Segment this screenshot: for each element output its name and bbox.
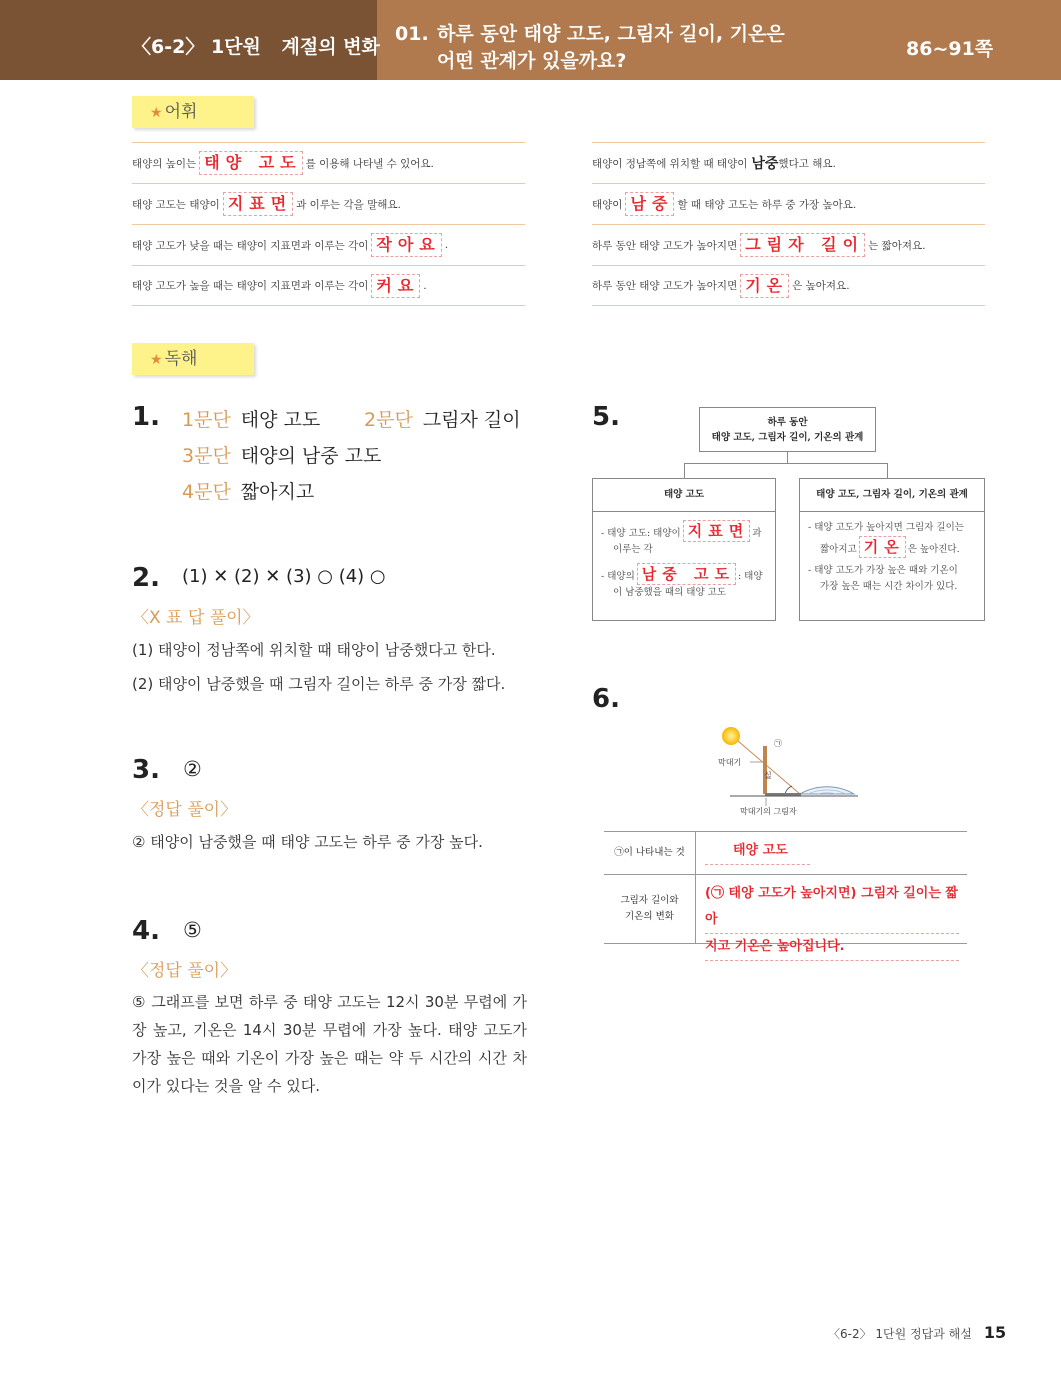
vocab-answer-box: 태양 고도	[199, 151, 302, 175]
table-label	[604, 875, 696, 943]
vocab-text: 하루 동안 태양 고도가 높아지면	[592, 280, 738, 292]
vocab-answer-box: 기온	[740, 274, 789, 298]
answer-table	[604, 831, 967, 954]
page-footer	[828, 1323, 1006, 1342]
table-value-line: (㉠ 태양 고도가 높아지면) 그림자 길이는 짧아	[705, 881, 959, 934]
table-value-line: 지고 기온은 높아집니다.	[705, 934, 959, 961]
question-number: 4.	[132, 916, 160, 946]
lesson-title	[395, 21, 785, 75]
question-number: 3.	[132, 755, 160, 785]
vocab-answer-box: 지표면	[223, 192, 293, 216]
vocab-row	[132, 142, 525, 183]
vocab-row	[592, 183, 985, 224]
vocab-text: .	[444, 239, 449, 251]
vocab-row	[132, 224, 525, 265]
vocab-row	[132, 265, 525, 306]
diagram-box-body	[593, 512, 775, 601]
paragraph-answer	[182, 477, 314, 504]
paragraph-value: 태양의 남중 고도	[240, 445, 382, 467]
vocab-text: 은 높아져요.	[792, 280, 850, 292]
stick-icon	[763, 746, 767, 794]
answer-choice: ②	[183, 757, 202, 781]
diagram-top-box	[699, 407, 876, 452]
vocab-bold-word: 남중	[751, 156, 779, 172]
vocab-text: 는 짧아져요.	[868, 239, 926, 252]
diagram-box-heading: 태양 고도	[593, 479, 775, 512]
paragraph-value: 그림자 길이	[422, 409, 521, 431]
unit-name: 1단원	[210, 36, 261, 58]
question-number: 1.	[132, 402, 160, 432]
diagram-top-line: 태양 고도, 그림자 길이, 기온의 관계	[711, 432, 864, 443]
vocab-text: 태양이	[592, 198, 623, 211]
vocab-tag	[132, 96, 254, 128]
sun-icon	[722, 727, 740, 745]
ox-answers: (1) ✕ (2) ✕ (3) ○ (4) ○	[182, 566, 386, 587]
table-value-cell	[696, 832, 967, 874]
diagram-text: - 태양의	[601, 571, 635, 582]
paragraph-label: 2문단	[364, 409, 413, 431]
vocab-answer-box: 남중	[625, 192, 674, 216]
diagram-answer-box: 남중 고도	[637, 563, 736, 585]
table-value: 태양 고도	[705, 838, 810, 865]
unit-title	[132, 32, 380, 59]
thread-line	[738, 741, 800, 794]
explanation-heading: 〈X 표 답 풀이〉	[132, 608, 260, 628]
question-number: 2.	[132, 563, 160, 593]
reading-tag-label: 독해	[164, 349, 198, 369]
question-number: 5.	[592, 402, 620, 432]
paragraph-answer	[182, 405, 320, 432]
diagram-text: 이루는 각	[613, 544, 653, 555]
label-shadow: 막대기의 그림자	[740, 807, 797, 816]
label-angle: ㉠	[774, 739, 782, 748]
diagram-text: - 태양 고도가 높아지면 그림자 길이는	[808, 522, 964, 533]
explanation-heading: 〈정답 풀이〉	[132, 800, 238, 820]
page-header	[0, 0, 1061, 80]
paragraph-label: 3문단	[182, 445, 231, 467]
diagram-connector	[887, 463, 888, 478]
label-thread: 실	[764, 771, 772, 780]
unit-code: 〈6-2〉	[132, 36, 205, 58]
vocab-text: 태양 고도가 낮을 때는 태양이 지표면과 이루는 각이	[132, 239, 369, 252]
diagram-answer-box: 기온	[859, 536, 906, 558]
paragraph-label: 1문단	[182, 409, 231, 431]
lesson-title-line1: 하루 동안 태양 고도, 그림자 길이, 기온은	[437, 23, 785, 45]
vocab-text: 과 이루는 각을 말해요.	[296, 198, 401, 211]
unit-topic: 계절의 변화	[281, 36, 380, 58]
vocab-text: .	[423, 279, 427, 292]
diagram-text: : 태양	[737, 571, 763, 582]
vocab-text: 태양 고도가 높을 때는 태양이 지표면과 이루는 각이	[132, 280, 369, 292]
footer-text: 〈6-2〉 1단원 정답과 해설	[828, 1327, 972, 1341]
diagram-text: 가장 높은 때는 시간 차이가 있다.	[820, 581, 958, 592]
explanation-line: (2) 태양이 남중했을 때 그림자 길이는 하루 중 가장 짧다.	[132, 675, 506, 693]
diagram-text: 은 높아진다.	[907, 544, 960, 555]
diagram-text: 이 남중했을 때의 태양 고도	[613, 587, 727, 598]
diagram-box-body	[800, 512, 984, 595]
table-label-line: 기온의 변화	[625, 911, 674, 922]
diagram-text: 짧아지고	[820, 544, 857, 555]
diagram-text: 과	[752, 528, 762, 539]
diagram-connector	[684, 463, 887, 464]
diagram-top-line: 하루 동안	[767, 417, 808, 428]
page-number: 15	[983, 1323, 1007, 1342]
vocab-row	[592, 265, 985, 306]
explanation-line: (1) 태양이 정남쪽에 위치할 때 태양이 남중했다고 한다.	[132, 641, 496, 659]
explanation-line: ② 태양이 남중했을 때 태양 고도는 하루 중 가장 높다.	[132, 833, 483, 851]
diagram-text: - 태양 고도: 태양이	[601, 528, 681, 539]
lesson-title-line2: 어떤 관계가 있을까요?	[437, 50, 627, 72]
page-range: 86~91쪽	[906, 38, 994, 60]
diagram-connector	[684, 463, 685, 478]
table-label: ㉠이 나타내는 것	[604, 832, 696, 874]
answer-choice: ⑤	[183, 918, 202, 942]
vocab-text: 했다고 해요.	[778, 157, 836, 170]
question-number: 6.	[592, 684, 620, 714]
diagram-answer-box: 지표면	[683, 520, 750, 542]
explanation-heading: 〈정답 풀이〉	[132, 961, 238, 981]
diagram-right-box	[799, 478, 985, 621]
vocab-text: 태양이 정남쪽에 위치할 때 태양이	[592, 157, 748, 170]
vocab-row	[592, 142, 985, 183]
vocab-text: 하루 동안 태양 고도가 높아지면	[592, 239, 738, 252]
vocab-text: 할 때 태양 고도는 하루 중 가장 높아요.	[677, 198, 857, 211]
star-icon: ★	[150, 105, 163, 121]
paragraph-label: 4문단	[182, 481, 231, 503]
table-row	[604, 874, 967, 954]
diagram-left-box	[592, 478, 776, 621]
diagram-box-heading: 태양 고도, 그림자 길이, 기온의 관계	[800, 479, 984, 512]
table-value-cell	[696, 875, 967, 954]
lesson-number: 01.	[395, 23, 429, 45]
explanation-paragraph: ⑤ 그래프를 보면 하루 중 태양 고도는 12시 30분 무렵에 가장 높고, 기온은 14시 30분 무렵에 가장 높다. 태양 고도가 가장 높은 때와 기온이 가장 높은 때는 약 두 시간의 시간 차이가 있다는 것을 알 수 있다.	[132, 993, 527, 1095]
vocab-tag-label: 어휘	[164, 102, 198, 122]
vocab-answer-box: 그림자 길이	[740, 233, 865, 257]
table-row	[604, 832, 967, 874]
table-label-line: 그림자 길이와	[620, 895, 679, 906]
vocab-text: 를 이용해 나타낼 수 있어요.	[305, 157, 434, 170]
label-stick: 막대기	[718, 758, 742, 767]
paragraph-answer	[364, 405, 521, 432]
vocab-answer-box: 작아요	[371, 233, 441, 257]
paragraph-value: 태양 고도	[240, 409, 321, 431]
paragraph-value: 짧아지고	[240, 481, 315, 503]
vocab-row	[132, 183, 525, 224]
diagram-text: - 태양 고도가 가장 높은 때와 기온이	[808, 565, 958, 576]
reading-tag	[132, 343, 254, 375]
sun-altitude-illustration	[700, 718, 870, 818]
paragraph-answer	[182, 441, 381, 468]
vocab-answer-box: 커요	[371, 274, 420, 298]
star-icon: ★	[150, 352, 163, 368]
vocab-text: 태양의 높이는	[132, 157, 197, 170]
vocab-row	[592, 224, 985, 265]
vocab-text: 태양 고도는 태양이	[132, 198, 220, 211]
